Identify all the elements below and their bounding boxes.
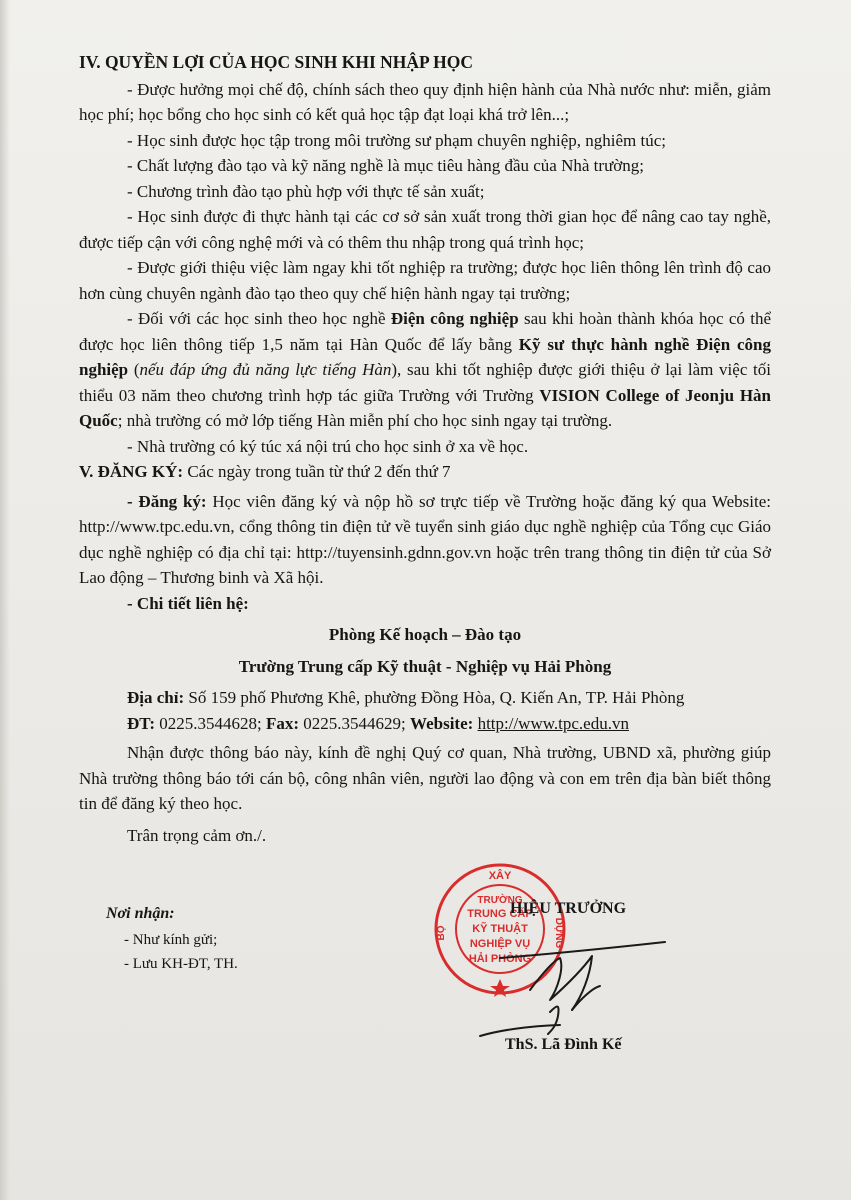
website-label: Website: [410,713,474,733]
degree-name: Kỹ sư thực hành nghề Điện công nghiệp [79,334,771,379]
address-value: Số 159 phố Phương Khê, phường Đồng Hòa, Q. Kiến An, TP. Hải Phòng [184,688,685,707]
address-label: Địa chỉ: [127,688,185,707]
korea-text-2: sau khi hoàn thành khóa học có thể được học liên thông tiếp 1,5 năm tại Hàn Quốc để lấy bằng [79,309,771,354]
principal-name: ThS. Lã Đình Kế [505,1036,622,1053]
section-5-schedule: Các ngày trong tuần từ thứ 2 đến thứ 7 [183,462,451,481]
recipients-block [106,902,238,976]
section-5-heading [79,459,771,485]
contact-label: - Chi tiết liên hệ: [127,593,249,613]
document-body [79,50,771,848]
korea-text-5: ; nhà trường có mở lớp tiếng Hàn miễn phí cho học sinh ngay tại trường. [117,411,613,430]
major-name: Điện công nghiệp [390,309,519,328]
dormitory-item: - Nhà trường có ký túc xá nội trú cho học sinh ở xa về học. [127,436,529,456]
recipients-label: Nơi nhận: [106,905,175,922]
benefit-item: - Chương trình đào tạo phù hợp với thực tế sản xuất; [127,181,485,201]
address-line [127,685,771,711]
registration-label: - Đăng ký: [127,491,207,511]
benefit-item: - Học sinh được học tập trong môi trường sư phạm chuyên nghiệp, nghiêm túc; [127,130,666,150]
stamp-line: KỸ THUẬT [472,923,528,935]
stamp-outer-left: BỘ [436,925,447,941]
recipient-item: - Lưu KH-ĐT, TH. [124,956,238,972]
benefit-item: - Được hưởng mọi chế độ, chính sách theo quy định hiện hành của Nhà nước như: miễn, giảm học phí; học bổng cho học sinh có kết quả học tập đạt loại khá trở lên...; [79,79,771,124]
registration-paragraph [79,489,771,591]
korea-text-3: ( [128,360,140,379]
stamp-line: TRUNG CẤP [467,908,533,920]
korea-text-1: - Đối với các học sinh theo học nghề [127,309,391,328]
stamp-outer-top: XÂY [488,870,512,882]
registration-text: Học viên đăng ký và nộp hồ sơ trực tiếp về Trường hoặc đăng ký qua Website: http://www.tpc.edu.vn, cổng thông tin điện tử về tuyển sinh giáo dục nghề nghiệp của Tổng cục Giáo dục nghề nghiệp có địa chỉ tại: http://tuyensinh.gdnn.gov.vn hoặc trên trang thông tin điện tử của Sở Lao động – Thương binh và Xã hội. [79,491,771,587]
stamp-line: TRƯỜNG [477,895,523,906]
principal-title: HIỆU TRƯỞNG [510,900,627,917]
section-4-heading: IV. QUYỀN LỢI CỦA HỌC SINH KHI NHẬP HỌC [79,52,473,72]
department-name: Phòng Kế hoạch – Đào tạo [328,625,522,644]
phone-value: 0225.3544628; [155,713,266,733]
benefit-item: - Được giới thiệu việc làm ngay khi tốt nghiệp ra trường; được học liên thông lên trình độ cao hơn cùng chuyên ngành đào tạo theo quy chế hiện hành ngay tại trường; [79,258,771,303]
closing-thanks: Trân trọng cảm ơn./. [127,825,267,845]
website-link[interactable]: http://www.tpc.edu.vn [477,713,629,733]
korea-text-4: ), sau khi tốt nghiệp được giới thiệu ở lại làm việc tối thiểu 03 năm theo chương trình hợp tác giữa Trường với Trường [79,360,771,405]
fax-label: Fax: [266,713,300,733]
handwritten-signature [460,930,680,1040]
recipient-item: - Như kính gửi; [124,932,218,948]
closing-request: Nhận được thông báo này, kính đề nghị Quý cơ quan, Nhà trường, UBND xã, phường giúp Nhà trường thông báo tới cán bộ, công nhân viên, người lao động và con em trên địa bàn biết thông tin để đăng ký theo học. [79,743,771,813]
stamp-line: NGHIỆP VỤ [469,938,531,950]
stamp-line: HẢI PHÒNG [468,953,532,965]
language-condition: nếu đáp ứng đủ năng lực tiếng Hàn [139,360,392,379]
benefit-item: - Học sinh được đi thực hành tại các cơ sở sản xuất trong thời gian học để nâng cao tay nghề, được tiếp cận với công nghệ mới và có thêm thu nhập trong quá trình học; [79,207,771,252]
stamp-outer-right: DỰNG [553,917,564,949]
school-name: Trường Trung cấp Kỹ thuật - Nghiệp vụ Hải Phòng [238,656,612,676]
contact-numbers-line [127,711,771,737]
fax-value: 0225.3544629; [299,713,411,733]
partner-college: VISION College of Jeonju Hàn Quốc [79,385,771,430]
phone-label: ĐT: [127,713,156,733]
korea-program-paragraph [79,306,771,434]
section-5-title: V. ĐĂNG KÝ: [79,462,184,481]
benefit-item: - Chất lượng đào tạo và kỹ năng nghề là mục tiêu hàng đầu của Nhà trường; [127,156,644,175]
